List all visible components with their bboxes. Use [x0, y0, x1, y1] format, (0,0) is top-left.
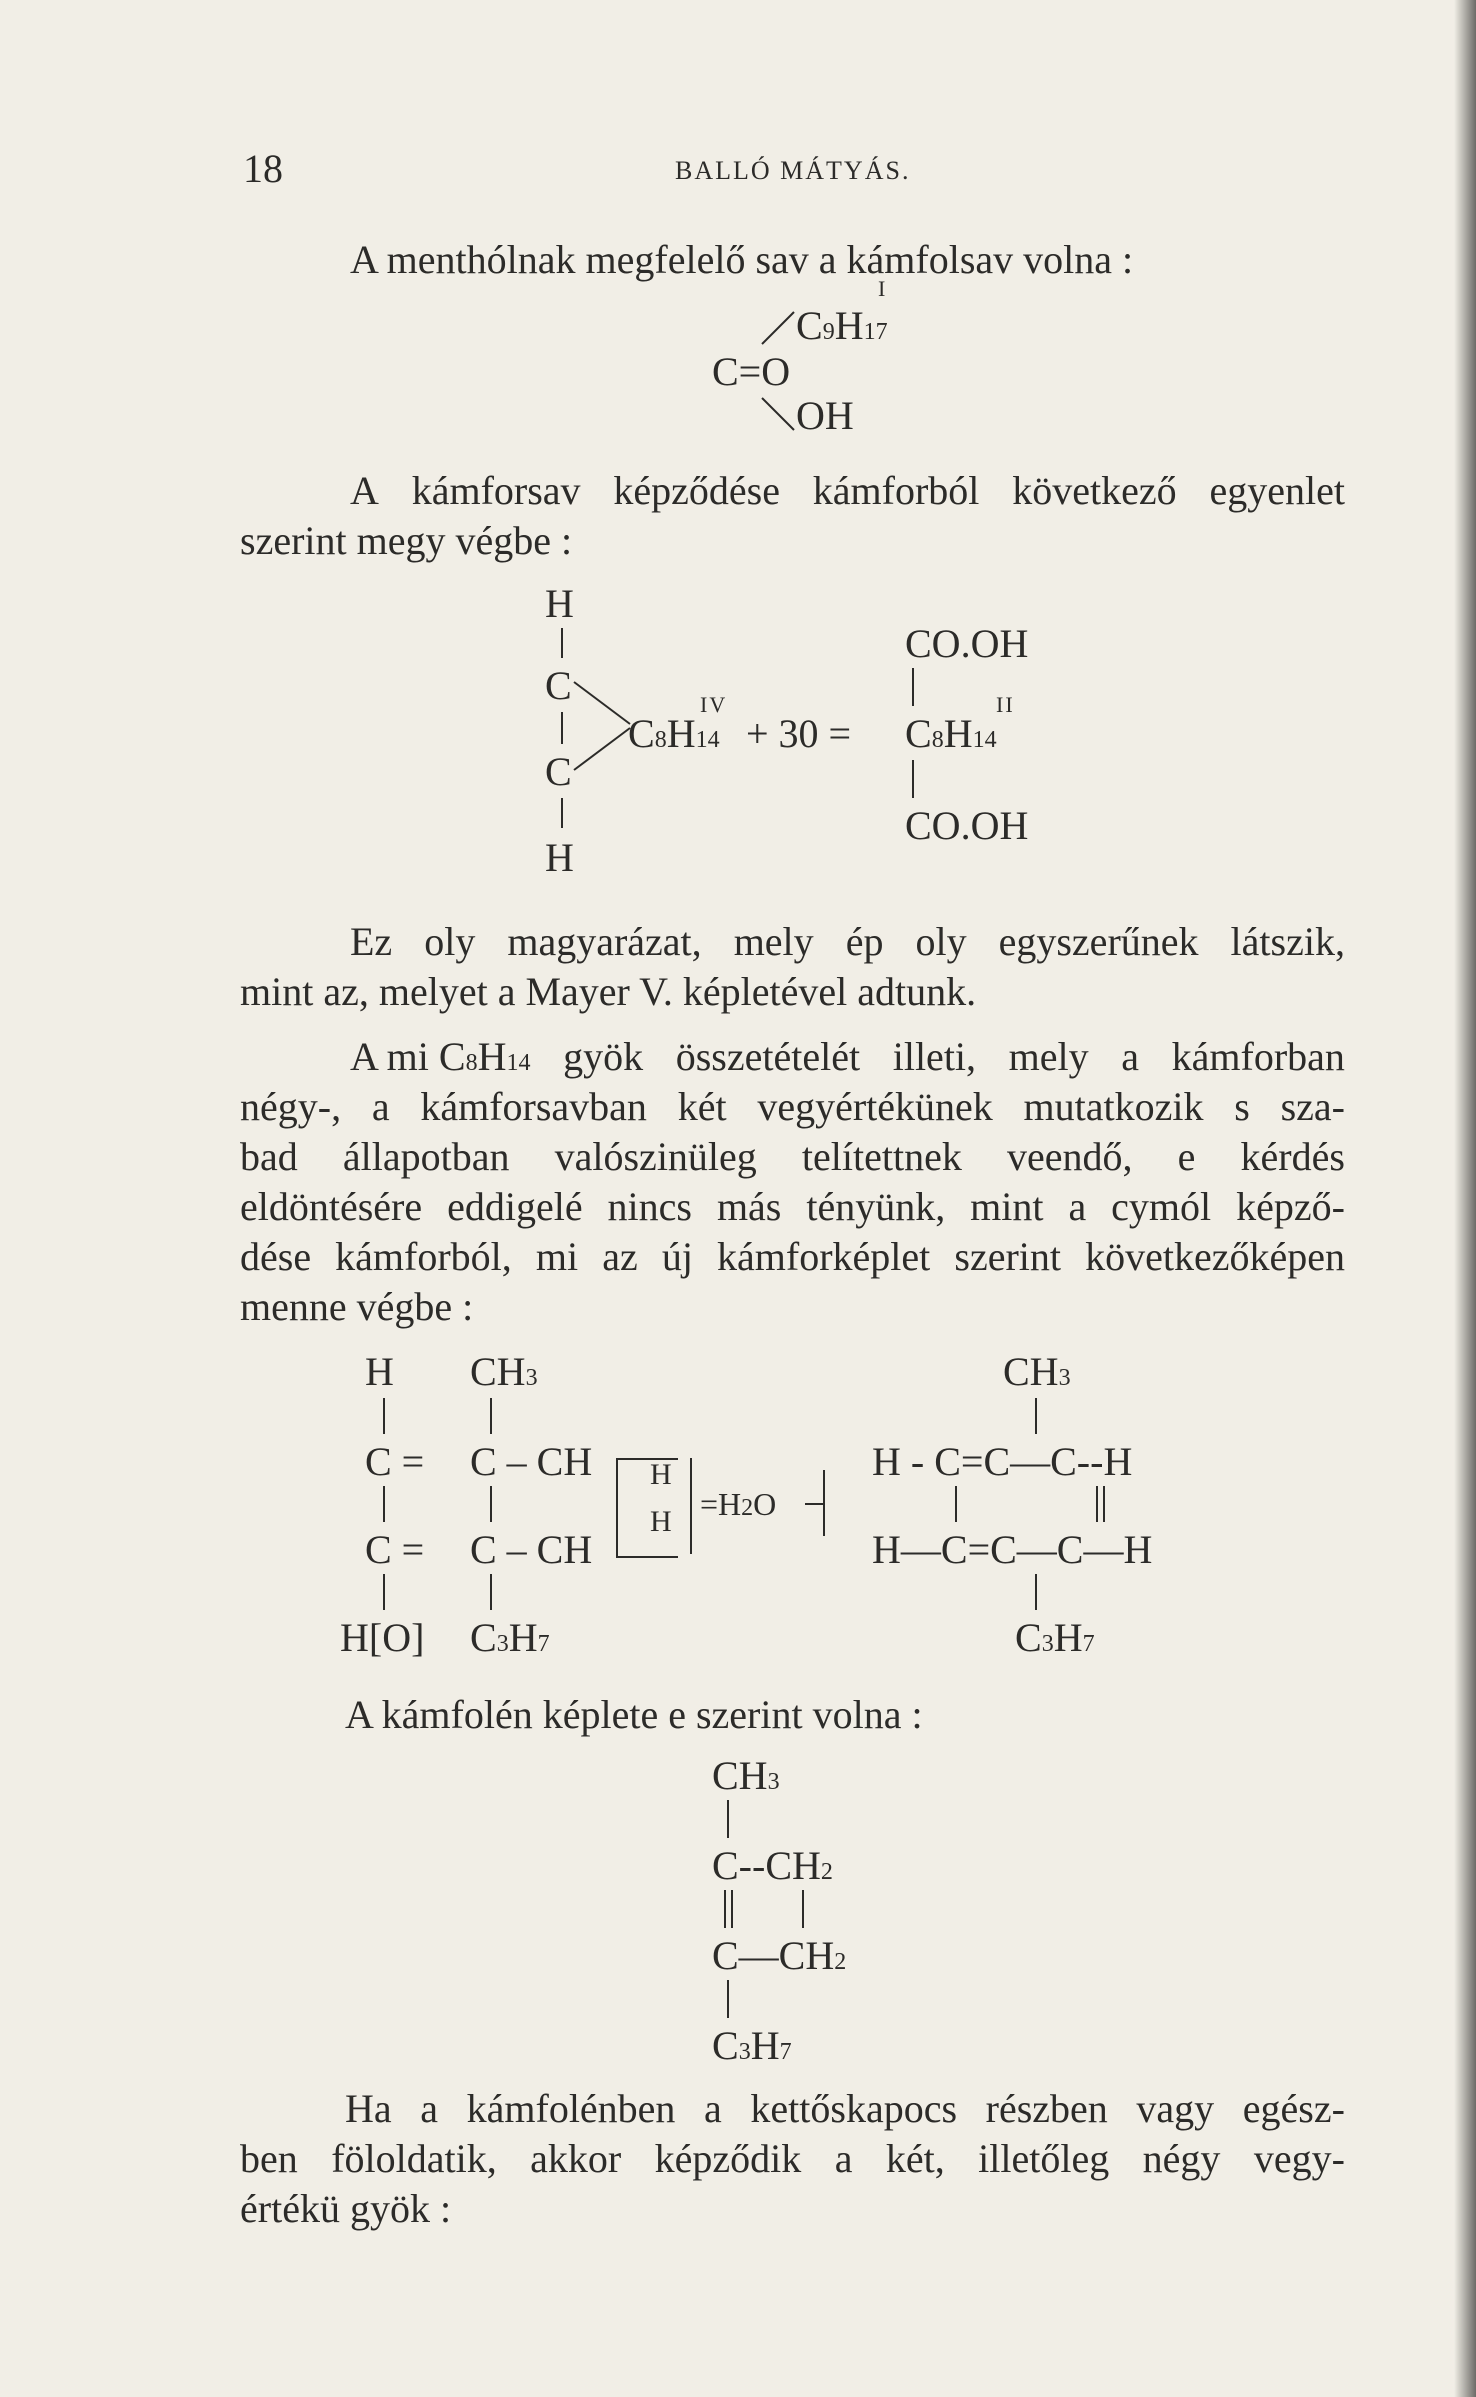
formula-c-ch2-2: C—CH2	[712, 1933, 847, 1978]
paragraph-6-line-1: Ha a kámfolénben a kettőskapocs részben vagy egész-	[345, 2086, 1345, 2131]
formula-ch3-right: CH3	[1003, 1349, 1071, 1394]
formula-c-double-2: C =	[365, 1527, 425, 1572]
bond-line-down	[760, 396, 796, 432]
equation-plus-30: + 30 =	[746, 711, 852, 756]
formula-c3h7: C3H7	[712, 2023, 792, 2068]
bond-v	[727, 1980, 729, 2018]
formula-c9h17: C9H17	[796, 303, 888, 348]
bond-line-up	[760, 310, 796, 346]
bond-v	[1035, 1398, 1037, 1434]
bond-v	[561, 628, 563, 658]
bond-v	[490, 1398, 492, 1434]
formula-ch3: CH3	[712, 1753, 780, 1798]
arrow-bracket	[823, 1470, 825, 1536]
formula-oh: OH	[796, 393, 854, 438]
formula-cooh-top: CO.OH	[905, 621, 1029, 666]
bond-v	[383, 1486, 385, 1522]
bond-v	[490, 1574, 492, 1610]
bond-v	[955, 1486, 957, 1522]
valence-roman-ii: II	[996, 692, 1015, 717]
bond-diag-lower	[572, 726, 632, 772]
bracket-right	[676, 1458, 692, 1554]
formula-c3h7-left: C3H7	[470, 1615, 550, 1660]
running-title: BALLÓ MÁTYÁS.	[675, 156, 911, 185]
paragraph-6-line-2: ben föloldatik, akkor képződik a két, illetőleg négy vegy-	[240, 2136, 1345, 2181]
bond-v	[383, 1398, 385, 1434]
atom-c-top: C	[545, 663, 572, 708]
formula-c-ch-1: C – CH	[470, 1439, 593, 1484]
paragraph-4-line-6: menne végbe :	[240, 1284, 474, 1329]
equation-h2o: =H2O	[700, 1486, 777, 1522]
bond-v	[1035, 1574, 1037, 1610]
paragraph-2-line-2: szerint megy végbe :	[240, 518, 573, 563]
formula-ring-row-1: H - C=C—C--H	[872, 1439, 1133, 1484]
formula-c3h7-right: C3H7	[1015, 1615, 1095, 1660]
atom-h-top: H	[545, 581, 574, 626]
paragraph-4-line-3: bad állapotban valószinüleg telítettnek veendő, e kérdés	[240, 1134, 1345, 1179]
formula-c-ch-2: C – CH	[470, 1527, 593, 1572]
valence-roman-iv: IV	[700, 692, 728, 717]
paragraph-4-line-5: dése kámforból, mi az új kámforképlet szerint következőképen	[240, 1234, 1345, 1279]
formula-cooh-bottom: CO.OH	[905, 803, 1029, 848]
formula-c-ch2-1: C--CH2	[712, 1843, 833, 1888]
atom-h-bracket-2: H	[650, 1505, 672, 1538]
atom-c-bottom: C	[545, 749, 572, 794]
formula-h-o: H[O]	[340, 1615, 425, 1660]
bond-v	[912, 668, 914, 706]
bond-v-double	[724, 1890, 726, 1928]
atom-h-top: H	[365, 1349, 394, 1394]
formula-c-o: C=O	[712, 349, 791, 394]
bond-v	[561, 712, 563, 744]
paragraph-4-line-1: A mi C8H14 gyök összetételét illeti, mely a kámforban	[350, 1034, 1345, 1079]
paragraph-5: A kámfolén képlete e szerint volna :	[345, 1692, 923, 1737]
formula-ch3-left: CH3	[470, 1349, 538, 1394]
atom-h-bottom: H	[545, 835, 574, 880]
valence-roman-i: I	[878, 276, 888, 301]
paragraph-3-line-1: Ez oly magyarázat, mely ép oly egyszerűnek látszik,	[350, 919, 1345, 964]
bond-v	[912, 760, 914, 798]
paragraph-4-line-2: négy-, a kámforsavban két vegyértékünek mutatkozik s sza-	[240, 1084, 1345, 1129]
bond-v	[1096, 1486, 1098, 1522]
formula-c-double-1: C =	[365, 1439, 425, 1484]
bond-v	[802, 1890, 804, 1928]
arrow-stem	[805, 1503, 823, 1505]
page-number: 18	[243, 146, 283, 191]
formula-c8h14-right: C8H14	[905, 711, 997, 756]
bond-v-double	[731, 1890, 733, 1928]
bond-v	[383, 1574, 385, 1610]
bond-diag-upper	[572, 680, 632, 726]
formula-c8h14-left: C8H14	[628, 711, 720, 756]
atom-h-bracket-1: H	[650, 1458, 672, 1491]
paragraph-4-line-4: eldöntésére eddigelé nincs más tényünk, mint a cymól képző-	[240, 1184, 1345, 1229]
paragraph-3-line-2: mint az, melyet a Mayer V. képletével adtunk.	[240, 969, 977, 1014]
bond-v	[727, 1800, 729, 1838]
bond-v-double	[1103, 1486, 1105, 1522]
formula-ring-row-2: H—C=C—C—H	[872, 1527, 1153, 1572]
paragraph-2-line-1: A kámforsav képződése kámforból következő egyenlet	[350, 468, 1345, 513]
paragraph-1: A menthólnak megfelelő sav a kámfolsav volna :	[350, 237, 1134, 282]
bond-v	[490, 1486, 492, 1522]
paragraph-6-line-3: értékü gyök :	[240, 2186, 452, 2231]
bond-v	[561, 798, 563, 828]
